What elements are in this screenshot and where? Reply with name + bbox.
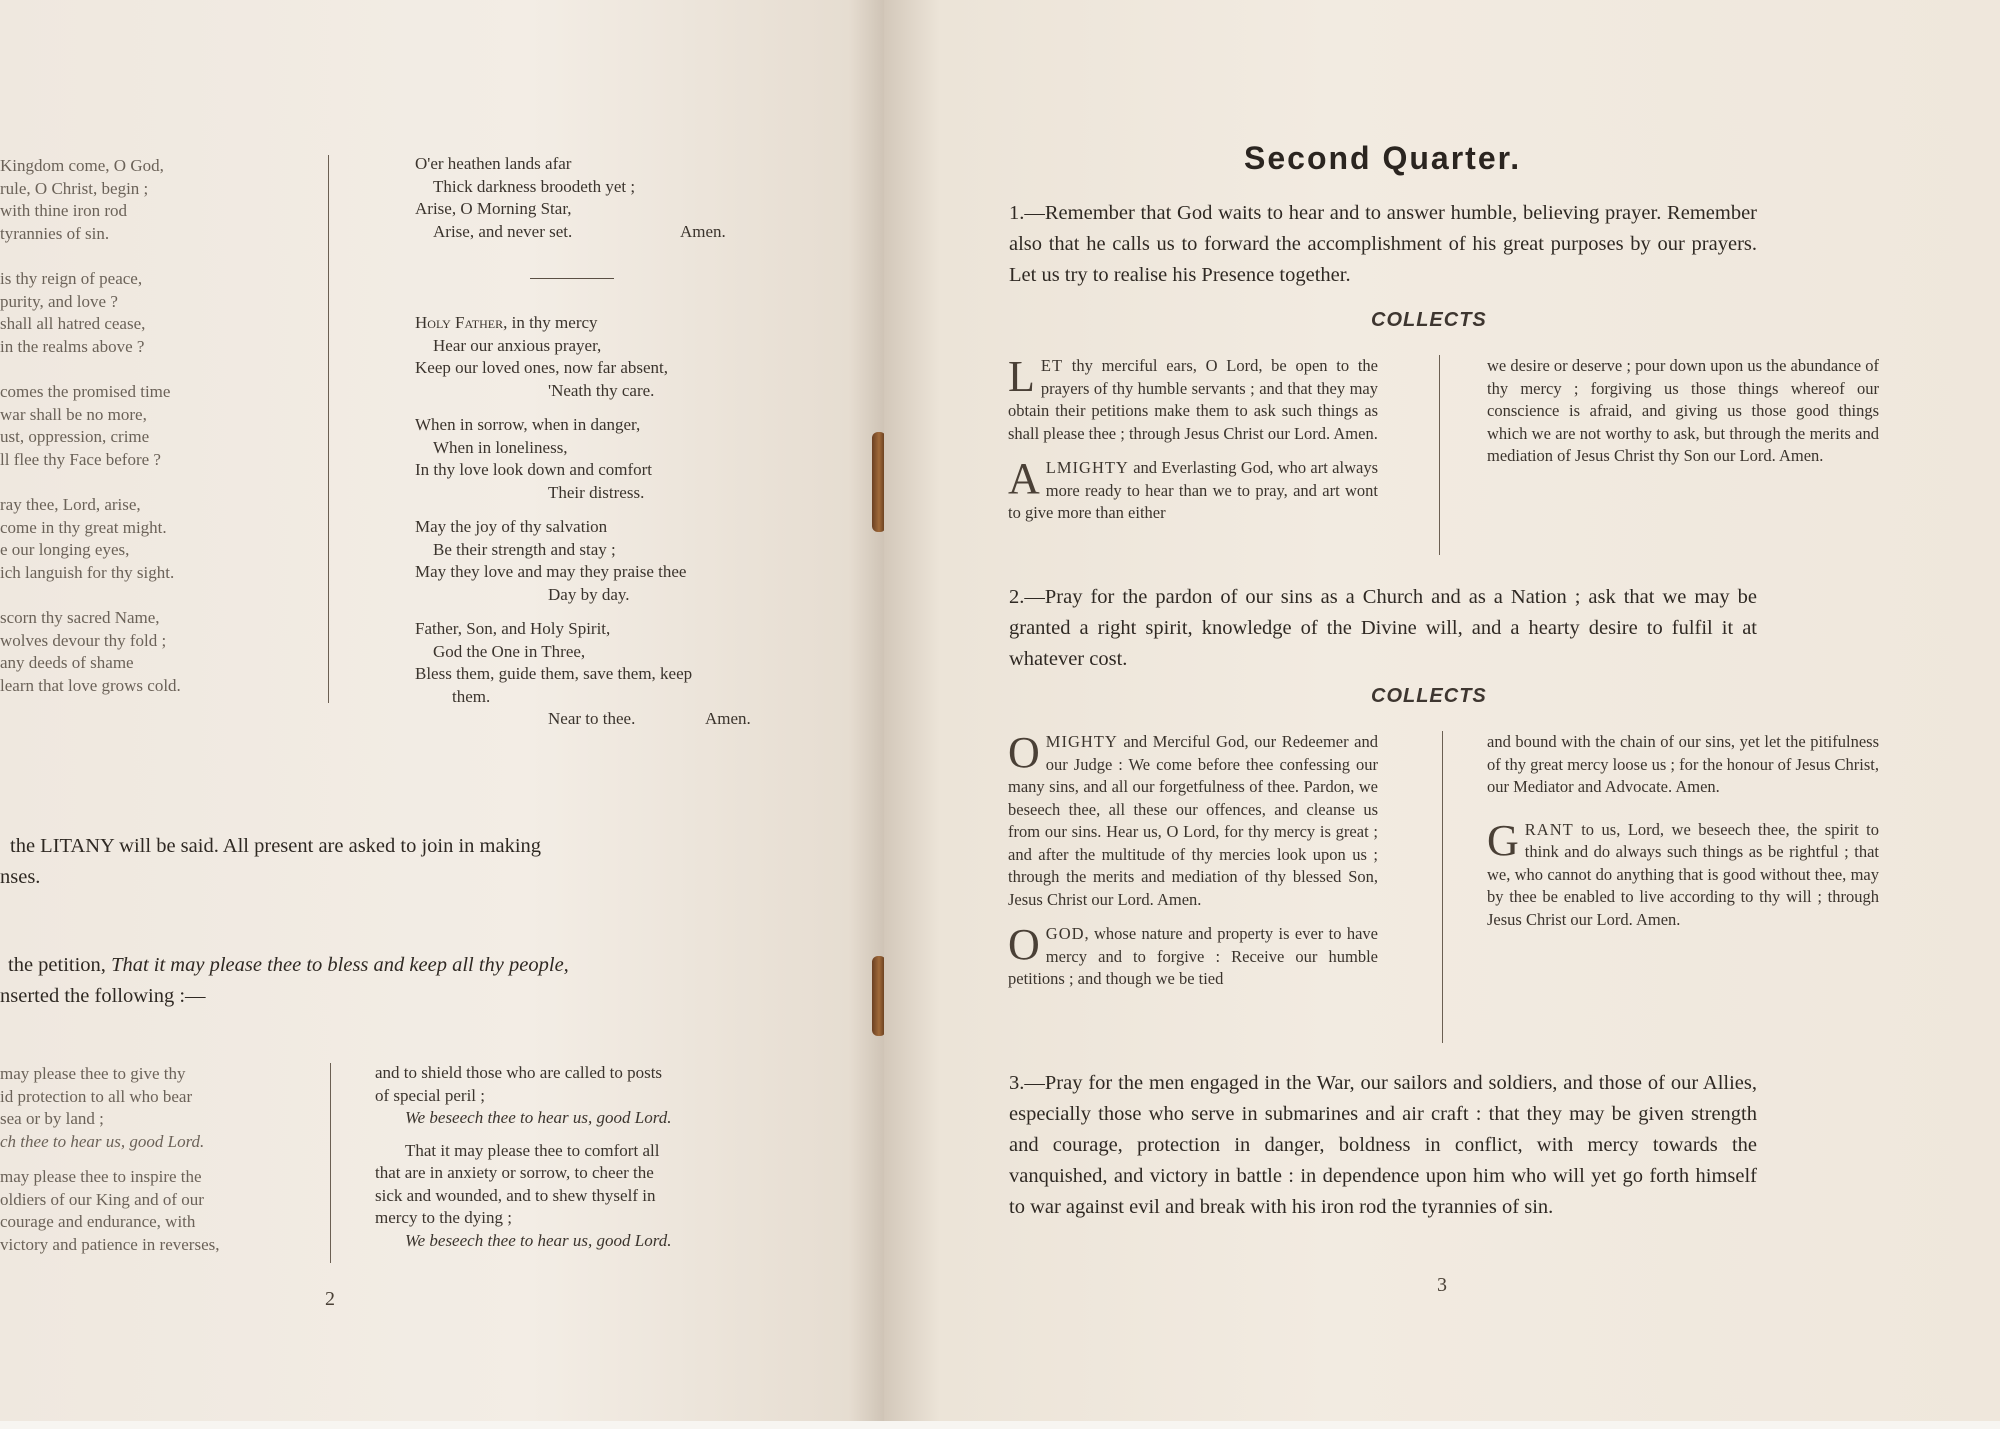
hymn-line: God the One in Three, xyxy=(433,641,586,661)
cut-line: ll flee thy Face before ? xyxy=(0,449,161,469)
hymn-line: Day by day. xyxy=(548,584,630,604)
litany-instruction xyxy=(0,831,765,893)
hymn-stanza xyxy=(415,312,765,402)
amen: Amen. xyxy=(705,709,751,728)
page-number: 3 xyxy=(1437,1274,1447,1296)
hymn-line: Arise, O Morning Star, xyxy=(415,199,572,218)
cut-line: ray thee, Lord, arise, xyxy=(0,495,141,514)
column-divider xyxy=(330,1063,331,1263)
cut-petitions-column xyxy=(0,1063,220,1256)
collect-text: to us, Lord, we beseech thee, the spirit to think and do always such things as be rightful ; that we, who cannot do anything that is good without thee, may by thee be enabled to live according to thy will ; through Jesus Christ our Lord. Amen. xyxy=(1487,819,1879,929)
collect xyxy=(1008,454,1378,525)
drop-cap: A xyxy=(1008,454,1040,503)
cut-line: rule, O Christ, begin ; xyxy=(0,178,149,198)
collect-opening: ET xyxy=(1040,356,1064,375)
hymn-line: Their distress. xyxy=(548,482,645,502)
cut-hymn-column xyxy=(0,155,181,697)
cut-line: may please thee to give thy xyxy=(0,1064,186,1083)
collect xyxy=(1008,728,1378,911)
petition-block xyxy=(375,1062,767,1130)
hymn-line: May the joy of thy salvation xyxy=(415,517,608,536)
cut-line: e our longing eyes, xyxy=(0,540,130,559)
hymn-line xyxy=(415,312,765,335)
collects-column-left xyxy=(1008,352,1378,537)
collect xyxy=(1487,815,1879,932)
petition-text: the petition, xyxy=(8,954,112,976)
stanza-gap xyxy=(0,358,181,381)
page-title: Second Quarter. xyxy=(1244,140,1522,176)
hymn-line: them. xyxy=(452,686,491,706)
collect-text: thy merciful ears, O Lord, be open to the prayers of thy humble servants ; and that they may obtain their petitions make them to ask such things as shall please thee ; through Jesus Christ our Lord. Amen. xyxy=(1008,356,1378,443)
cut-line: ch thee to hear us, good Lord. xyxy=(0,1131,205,1151)
cut-line: oldiers of our King and of our xyxy=(0,1189,204,1209)
hymn-line xyxy=(415,221,765,244)
collect-opening: LMIGHTY xyxy=(1045,458,1129,477)
collect-text: , whose nature and property is ever to have mercy and to forgive : Receive our humble petitions ; and though we be tied xyxy=(1008,924,1378,988)
petition-line: and to shield those who are called to posts xyxy=(375,1063,663,1082)
collect-opening: GOD xyxy=(1045,924,1085,943)
page-number: 2 xyxy=(325,1288,335,1310)
drop-cap: O xyxy=(1008,920,1040,969)
cut-line: war shall be no more, xyxy=(0,404,147,424)
cut-line: come in thy great might. xyxy=(0,517,167,537)
stanza-gap xyxy=(0,471,181,494)
petition-line xyxy=(0,950,770,981)
hymn-first-words: Holy Father xyxy=(415,313,504,332)
collect-opening: MIGHTY xyxy=(1045,732,1118,751)
hymn-line xyxy=(415,708,765,731)
petition-instruction xyxy=(0,950,770,1012)
drop-cap: L xyxy=(1008,352,1035,401)
instruction-paragraph-2: 2.—Pray for the pardon of our sins as a Church and as a Nation ; ask that we may be granted a right spirit, knowledge of the Divine will, and a hearty desire to fulfil it at whatever cost. xyxy=(1009,586,1757,670)
collects-heading: COLLECTS xyxy=(1371,309,1487,331)
litany-line: nses. xyxy=(0,866,41,888)
hymn-line: Bless them, guide them, save them, keep xyxy=(415,664,693,683)
drop-cap: G xyxy=(1487,815,1519,865)
cut-line: ich languish for thy sight. xyxy=(0,562,175,582)
stanza-gap xyxy=(0,584,181,607)
collect xyxy=(1008,920,1378,991)
cut-line: is thy reign of peace, xyxy=(0,269,143,288)
right-page xyxy=(884,0,2000,1429)
collect-continued: we desire or deserve ; pour down upon us the abundance of thy mercy ; forgiving us those things whereof our conscience is afraid, and giving us those good things which we are not worthy to ask, but through the merits and mediation of Jesus Christ thy Son our Lord. Amen. xyxy=(1487,356,1879,465)
hymn-line: 'Neath thy care. xyxy=(548,380,655,400)
collects-column-right xyxy=(1487,355,1879,480)
hymn-stanza xyxy=(415,618,765,731)
column-divider xyxy=(328,155,329,703)
hymn-holy-father xyxy=(415,312,765,743)
litany-petitions xyxy=(375,1062,767,1252)
collect-opening: RANT xyxy=(1524,819,1574,839)
collects-column-right xyxy=(1487,731,1879,943)
instruction-paragraph-1: 1.—Remember that God waits to hear and to answer humble, believing prayer. Remember also that he calls us to forward the accomplishment of his great purposes by our prayers. Let us try to realise his Presence together. xyxy=(1009,202,1757,286)
collect xyxy=(1008,352,1378,445)
cut-line: victory and patience in reverses, xyxy=(0,1234,220,1254)
column-divider xyxy=(1439,355,1440,555)
petition-line: nserted the following :— xyxy=(0,985,206,1007)
cut-line: may please thee to inspire the xyxy=(0,1167,202,1186)
response-line: We beseech thee to hear us, good Lord. xyxy=(405,1108,672,1127)
hymn-line-text: Arise, and never set. xyxy=(433,221,573,241)
response-line: We beseech thee to hear us, good Lord. xyxy=(405,1230,672,1250)
hymn-line-text: Near to thee. xyxy=(548,709,636,728)
petition-line: of special peril ; xyxy=(375,1085,485,1105)
hymn-line: In thy love look down and comfort xyxy=(415,460,653,479)
hymn-stanza xyxy=(415,414,765,504)
collect-continued: and bound with the chain of our sins, yet let the pitifulness of thy great mercy loose us ; for the honour of Jesus Christ, our Mediator and Advocate. Amen. xyxy=(1487,732,1879,796)
hymn-line-text: , in thy mercy xyxy=(503,313,598,332)
cut-line: with thine iron rod xyxy=(0,201,128,220)
cut-line: in the realms above ? xyxy=(0,336,145,356)
collect-text: and Merciful God, our Redeemer and our Judge : We come before thee confessing our many sins, and all our forgetfulness of thee. Pardon, we beseech thee, all these our offences, and cleanse us from our sins. Hear us, O Lord, for thy mercy is great ; and after the multitude of thy mercies look upon us ; through the merits and mediation of thy blessed Son, Jesus Christ our Lord. Amen. xyxy=(1008,732,1378,909)
petition-line: sick and wounded, and to shew thyself in xyxy=(375,1185,656,1205)
column-divider xyxy=(1442,731,1443,1043)
hymn-line: Thick darkness broodeth yet ; xyxy=(433,176,636,196)
left-page xyxy=(0,0,884,1429)
hymn-line: Hear our anxious prayer, xyxy=(433,335,602,355)
hymn-line: Father, Son, and Holy Spirit, xyxy=(415,619,611,638)
cut-line: comes the promised time xyxy=(0,382,171,401)
litany-line: the LITANY will be said. All present are asked to join in making xyxy=(10,835,542,857)
cut-line: purity, and love ? xyxy=(0,291,118,311)
cut-line: tyrannies of sin. xyxy=(0,223,110,243)
scan-edge xyxy=(0,1421,2000,1429)
hymn-separator xyxy=(530,278,614,279)
petition-line: That it may please thee to comfort all xyxy=(405,1140,660,1160)
collects-column-left xyxy=(1008,728,1378,1003)
show-through-heading xyxy=(160,880,173,922)
hymn-line: Keep our loved ones, now far absent, xyxy=(415,358,669,377)
stanza-gap xyxy=(0,245,181,268)
instruction-paragraph-3: 3.—Pray for the men engaged in the War, our sailors and soldiers, and those of our Allies, especially those who serve in submarines and air craft : that they may be given strength and courage, protection in danger, boldness in conflict, with mercy towards the vanquished, and victory in battle : in dependence upon him who will yet go forth himself to war against evil and break with his iron rod the tyrannies of sin. xyxy=(1009,1072,1757,1218)
cut-line: Kingdom come, O God, xyxy=(0,156,164,175)
cut-line: sea or by land ; xyxy=(0,1109,104,1128)
drop-cap: O xyxy=(1008,728,1040,777)
cut-line: wolves devour thy fold ; xyxy=(0,630,167,650)
collects-heading: COLLECTS xyxy=(1371,685,1487,707)
amen: Amen. xyxy=(680,221,726,241)
hymn-line: Be their strength and stay ; xyxy=(433,539,616,559)
hymn-line: O'er heathen lands afar xyxy=(415,154,572,173)
petition-line: mercy to the dying ; xyxy=(375,1208,512,1227)
petition-italic: That it may please thee to bless and keep all thy people, xyxy=(111,954,569,976)
cut-line: learn that love grows cold. xyxy=(0,675,181,695)
hymn-line: May they love and may they praise thee xyxy=(415,562,687,581)
hymn-line: When in sorrow, when in danger, xyxy=(415,415,641,434)
cut-line: id protection to all who bear xyxy=(0,1086,193,1106)
cut-line: any deeds of shame xyxy=(0,653,134,672)
cut-line: ust, oppression, crime xyxy=(0,427,150,446)
petition-line: that are in anxiety or sorrow, to cheer the xyxy=(375,1163,654,1182)
hymn-line: When in loneliness, xyxy=(433,437,568,457)
hymn-stanza xyxy=(415,516,765,606)
hymn-ending xyxy=(415,153,765,243)
collect-text: and Everlasting God, who art always more ready to hear than we to pray, and art wont to give more than either xyxy=(1008,458,1378,522)
cut-line: shall all hatred cease, xyxy=(0,314,146,333)
cut-line: courage and endurance, with xyxy=(0,1212,196,1231)
cut-line: scorn thy sacred Name, xyxy=(0,608,160,627)
petition-block xyxy=(375,1140,767,1253)
stanza-gap xyxy=(0,1153,220,1166)
